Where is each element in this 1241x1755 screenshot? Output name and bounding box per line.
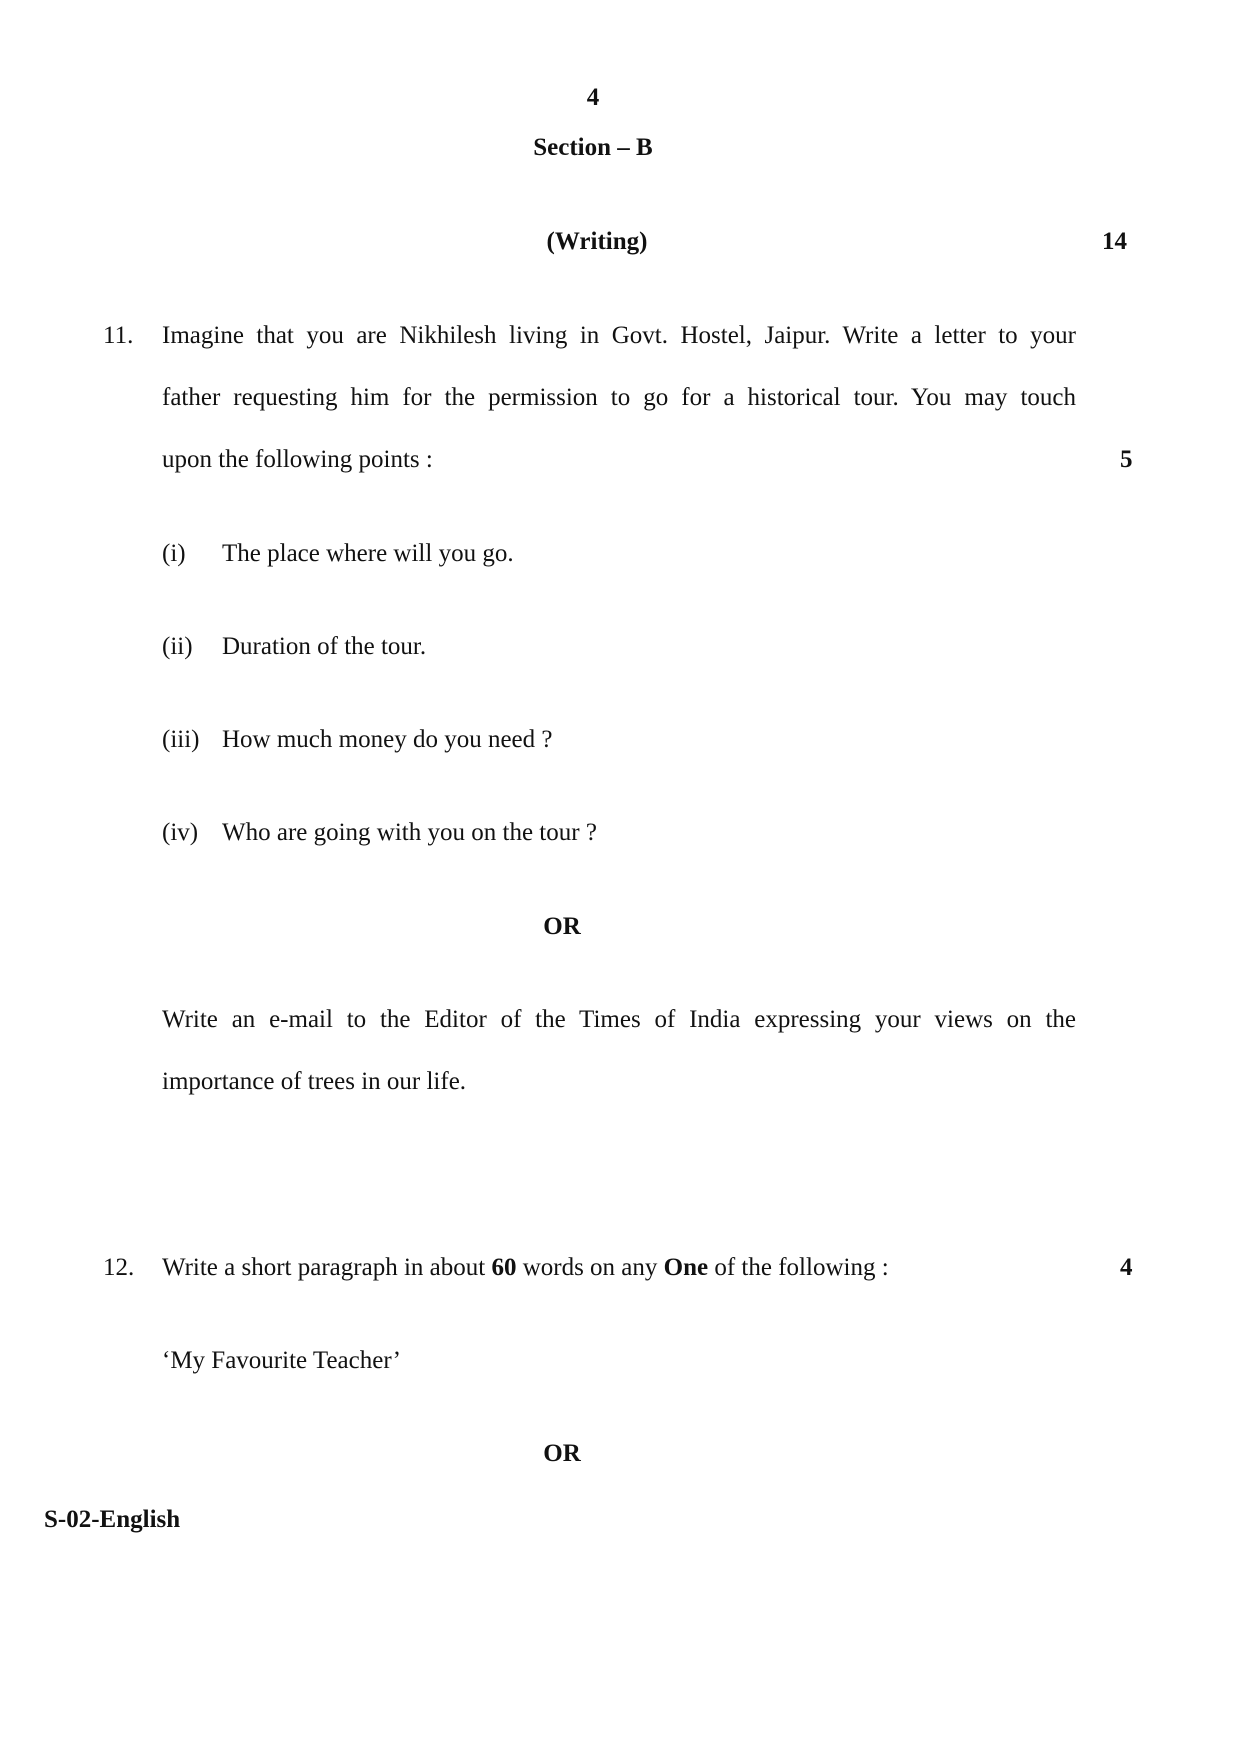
question-text-part: words on any <box>516 1254 664 1281</box>
question-line: father requesting him for the permission to go for a historical tour. You may touch <box>162 384 1076 411</box>
question-line: upon the following points : <box>162 446 433 473</box>
choice-word: One <box>663 1254 709 1281</box>
section-title: Section – B <box>533 134 653 161</box>
point-text: Duration of the tour. <box>222 633 427 660</box>
topic-option: ‘My Favourite Teacher’ <box>162 1347 401 1374</box>
question-marks: 4 <box>1120 1254 1133 1281</box>
or-label: OR <box>543 1440 581 1467</box>
point-text: Who are going with you on the tour ? <box>222 819 597 846</box>
question-text-part: Write a short paragraph in about <box>162 1254 492 1281</box>
question-number: 12. <box>103 1254 135 1281</box>
paper-code: S-02-English <box>44 1506 181 1533</box>
or-label: OR <box>543 913 581 940</box>
alternative-line: Write an e-mail to the Editor of the Times of India expressing your views on the <box>162 1006 1076 1033</box>
section-subtitle: (Writing) <box>546 228 648 255</box>
word-count: 60 <box>491 1254 517 1281</box>
alternative-line: importance of trees in our life. <box>162 1068 467 1095</box>
question-text <box>162 1254 889 1282</box>
question-number: 11. <box>103 322 134 349</box>
point-text: How much money do you need ? <box>222 726 553 753</box>
section-marks: 14 <box>1102 228 1127 255</box>
point-numeral: (i) <box>162 540 186 567</box>
question-marks: 5 <box>1120 446 1133 473</box>
point-numeral: (iii) <box>162 726 200 753</box>
question-line: Imagine that you are Nikhilesh living in Govt. Hostel, Jaipur. Write a letter to your <box>162 322 1076 349</box>
page-number: 4 <box>586 84 600 111</box>
point-text: The place where will you go. <box>222 540 514 567</box>
question-text-part: of the following : <box>708 1254 889 1281</box>
point-numeral: (ii) <box>162 633 193 660</box>
point-numeral: (iv) <box>162 819 199 846</box>
